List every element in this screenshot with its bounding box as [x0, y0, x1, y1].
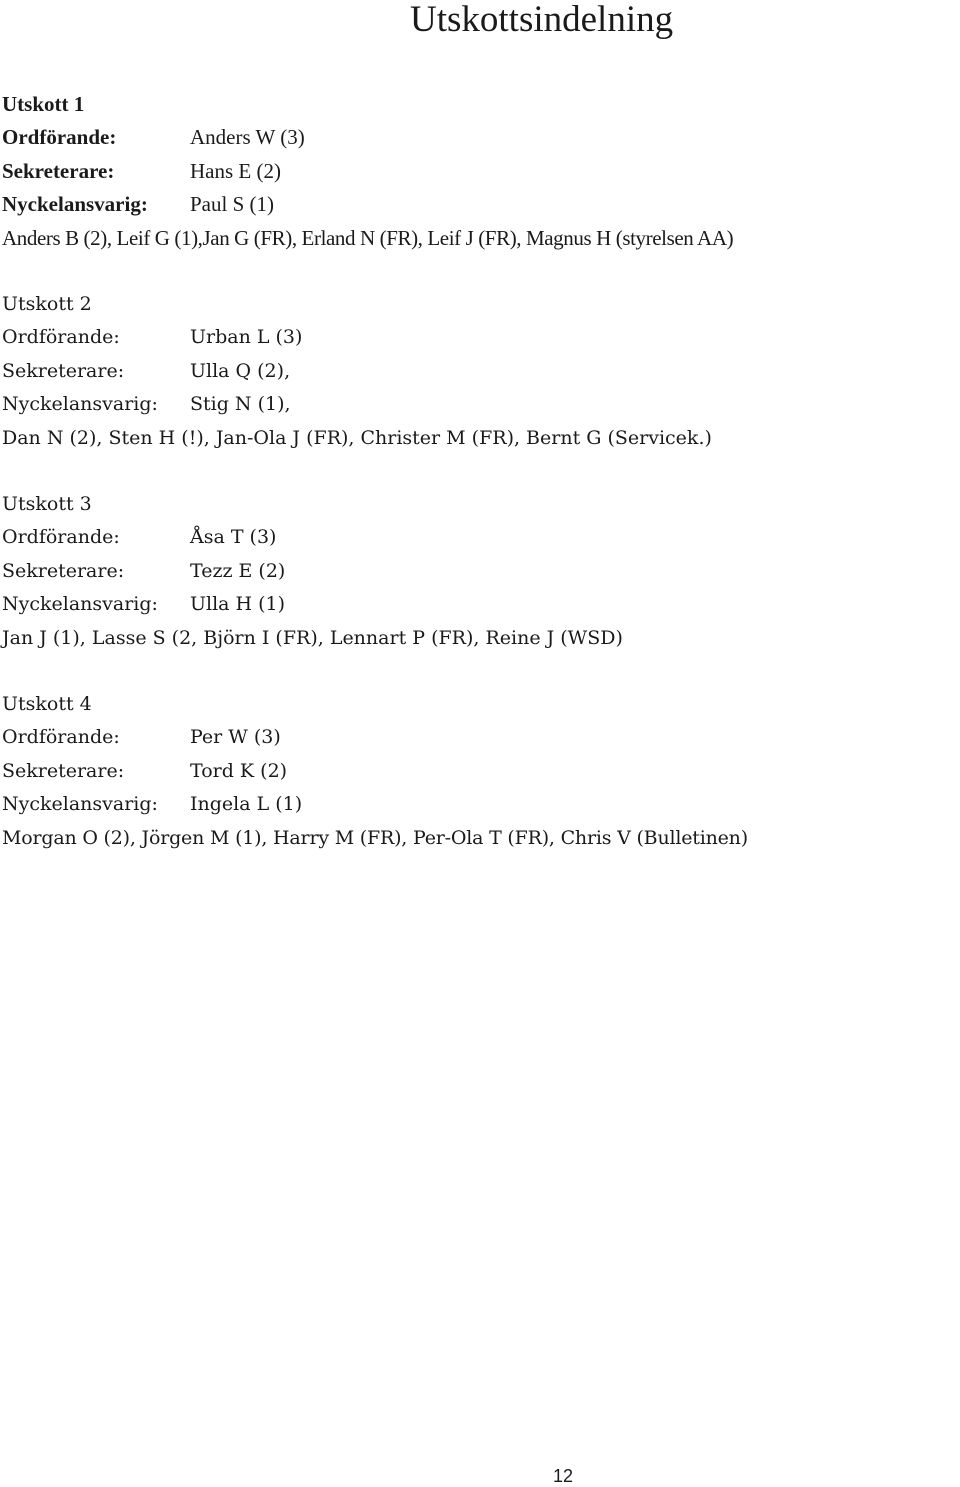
chair-row	[2, 521, 623, 554]
keyholder-name: Paul S (1)	[190, 192, 274, 217]
keyholder-label: Nyckelansvarig:	[2, 793, 158, 816]
secretary-label: Sekreterare:	[2, 158, 115, 183]
committee-heading: Utskott 3	[2, 493, 92, 515]
secretary-name: Ulla Q (2),	[190, 359, 291, 382]
secretary-row	[2, 555, 623, 588]
secretary-label: Sekreterare:	[2, 559, 125, 582]
committee-section-3	[2, 488, 623, 655]
chair-label: Ordförande:	[2, 125, 117, 150]
chair-row	[2, 721, 748, 754]
chair-label: Ordförande:	[2, 326, 120, 349]
chair-name: Per W (3)	[190, 726, 281, 749]
members-list: Dan N (2), Sten H (!), Jan-Ola J (FR), Christer M (FR), Bernt G (Servicek.)	[2, 426, 712, 449]
keyholder-label: Nyckelansvarig:	[2, 192, 148, 217]
page-number: 12	[553, 1466, 574, 1486]
committee-heading: Utskott 1	[2, 92, 85, 116]
keyholder-row	[2, 788, 748, 821]
keyholder-name: Stig N (1),	[190, 393, 291, 416]
keyholder-row	[2, 388, 712, 421]
committee-section-4	[2, 688, 748, 855]
committee-heading: Utskott 4	[2, 693, 92, 715]
secretary-label: Sekreterare:	[2, 759, 125, 782]
members-list: Morgan O (2), Jörgen M (1), Harry M (FR), Per-Ola T (FR), Chris V (Bulletinen)	[2, 826, 748, 849]
members-list: Jan J (1), Lasse S (2, Björn I (FR), Lennart P (FR), Reine J (WSD)	[2, 626, 623, 649]
keyholder-name: Ingela L (1)	[190, 793, 303, 816]
secretary-name: Tord K (2)	[190, 759, 288, 782]
keyholder-label: Nyckelansvarig:	[2, 393, 158, 416]
secretary-row	[2, 755, 748, 788]
chair-name: Anders W (3)	[190, 125, 305, 150]
secretary-name: Hans E (2)	[190, 158, 281, 183]
committee-section-2	[2, 288, 712, 455]
members-list: Anders B (2), Leif G (1),Jan G (FR), Erland N (FR), Leif J (FR), Magnus H (styrelsen AA)	[2, 225, 734, 250]
chair-row	[2, 121, 733, 154]
secretary-name: Tezz E (2)	[190, 559, 286, 582]
secretary-label: Sekreterare:	[2, 359, 125, 382]
committee-section-1	[2, 88, 733, 255]
keyholder-label: Nyckelansvarig:	[2, 593, 158, 616]
keyholder-row	[2, 188, 733, 221]
chair-label: Ordförande:	[2, 726, 120, 749]
keyholder-name: Ulla H (1)	[190, 593, 286, 616]
chair-label: Ordförande:	[2, 526, 120, 549]
committee-heading: Utskott 2	[2, 293, 92, 315]
page-title: Utskottsindelning	[410, 0, 674, 40]
chair-name: Åsa T (3)	[190, 526, 277, 549]
chair-name: Urban L (3)	[190, 326, 303, 349]
secretary-row	[2, 155, 733, 188]
secretary-row	[2, 355, 712, 388]
chair-row	[2, 321, 712, 354]
keyholder-row	[2, 588, 623, 621]
